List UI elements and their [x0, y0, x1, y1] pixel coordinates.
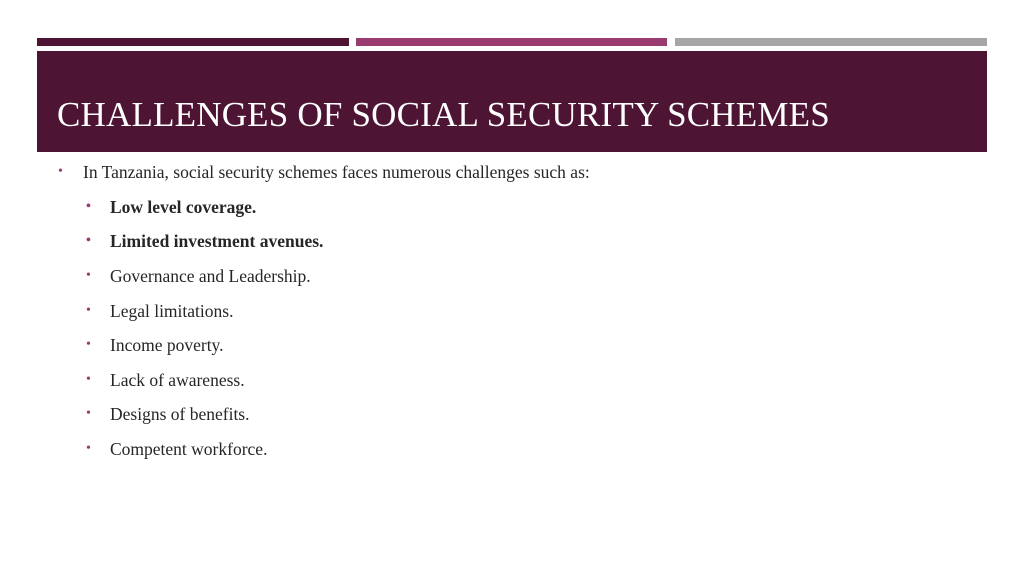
bullet-icon: •	[86, 233, 91, 248]
bullet-icon: •	[86, 303, 91, 318]
list-item-text: Income poverty.	[110, 335, 224, 355]
slide-title: CHALLENGES OF SOCIAL SECURITY SCHEMES	[57, 95, 830, 134]
list-item-text: Lack of awareness.	[110, 370, 245, 390]
list-item-text: Low level coverage.	[110, 197, 257, 217]
list-item	[86, 403, 250, 425]
list-item	[86, 438, 268, 460]
bullet-icon: •	[86, 199, 91, 214]
intro-list-item	[58, 161, 590, 183]
list-item	[86, 300, 234, 322]
bullet-icon: •	[86, 337, 91, 352]
bullet-icon: •	[58, 164, 63, 179]
list-item	[86, 369, 245, 391]
list-item	[86, 196, 257, 218]
list-item	[86, 334, 224, 356]
list-item-text: Governance and Leadership.	[110, 266, 311, 286]
list-item	[86, 230, 324, 252]
bullet-icon: •	[86, 372, 91, 387]
intro-text: In Tanzania, social security schemes faces numerous challenges such as:	[83, 162, 590, 182]
list-item-text: Designs of benefits.	[110, 404, 250, 424]
list-item-text: Limited investment avenues.	[110, 231, 324, 251]
bullet-icon: •	[86, 406, 91, 421]
list-item-text: Legal limitations.	[110, 301, 234, 321]
list-item	[86, 265, 311, 287]
bullet-icon: •	[86, 268, 91, 283]
bullet-icon: •	[86, 441, 91, 456]
list-item-text: Competent workforce.	[110, 439, 268, 459]
